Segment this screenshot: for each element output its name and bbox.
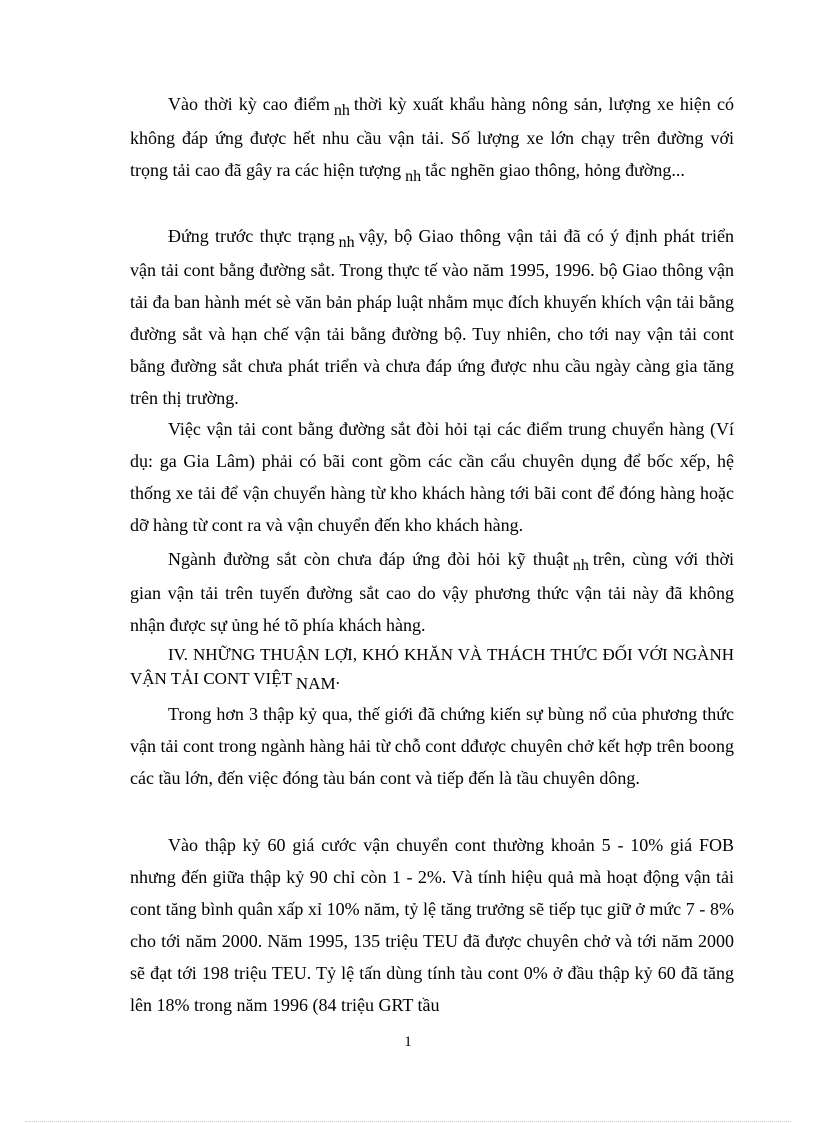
paragraph-1-nh: nh (333, 102, 350, 119)
paragraph-4-nh: nh (572, 557, 589, 574)
paragraph-2-text-a: Đứng trước thực trạng (168, 226, 335, 246)
paragraph-2 (130, 220, 734, 414)
paragraph-1-text-c: tắc nghẽn giao thông, hỏng đường... (425, 160, 685, 180)
paragraph-6-text: Vào thập kỷ 60 giá cước vận chuyển cont thường khoản 5 - 10% giá FOB nhưng đến giữa thập kỷ 90 chỉ còn 1 - 2%. Và tính hiệu quả mà hoạt động vận tải cont tăng bình quân xấp xỉ 10% năm, tỷ lệ tăng trưởng sẽ tiếp tục giữ ở mức 7 - 8% cho tới năm 2000. Năm 1995, 135 triệu TEU đã được chuyên chở và tới năm 2000 sẽ đạt tới 198 triệu TEU. Tỷ lệ tấn dùng tính tàu cont 0% ở đầu thập kỷ 60 đã tăng lên 18% trong năm 1996 (84 triệu GRT tầu (130, 835, 734, 1015)
paragraph-1-text-b: thời kỳ xuất khẩu hàng nông sản, lượng xe hiện có không đáp ứng được hết nhu cầu vận tải. Số lượng xe lớn chạy trên đường với trọng tải cao đã gây ra các hiện tượng (130, 94, 735, 180)
paragraph-2-nh: nh (338, 234, 355, 251)
paragraph-5-text: Trong hơn 3 thập kỷ qua, thế giới đã chứng kiến sự bùng nổ của phương thức vận tải cont trong ngành hàng hải từ chỗ cont dđược chuyên chở kết hợp trên boong các tầu lớn, đến việc đóng tàu bán cont và tiếp đến là tầu chuyên dông. (130, 704, 734, 788)
paragraph-3 (130, 413, 734, 541)
paragraph-2-text-b: vậy, bộ Giao thông vận tải đã có ý định phát triển vận tải cont bằng đường sắt. Trong thực tế vào năm 1995, 1996. bộ Giao thông vận tải đa ban hành mét sè văn bản pháp luật nhằm mục đích khuyến khích vận tải bằng đường sắt và hạn chế vận tải bằng đường bộ. Tuy nhiên, cho tới nay vận tải cont bằng đường sắt chưa phát triển và chưa đáp ứng được nhu cầu ngày càng gia tăng trên thị trường. (130, 226, 734, 408)
section-heading-text: IV. NHỮNG THUẬN LỢI, KHÓ KHĂN VÀ THÁCH THỨC ĐỐI VỚI NGÀNH VẬN TẢI CONT VIỆT (130, 645, 734, 688)
paragraph-4-text-a: Ngành đường sắt còn chưa đáp ứng đòi hỏi kỹ thuật (168, 549, 569, 569)
paragraph-1-text-a: Vào thời kỳ cao điểm (168, 94, 330, 114)
page-bottom-divider (25, 1121, 791, 1122)
paragraph-4 (130, 543, 734, 641)
paragraph-3-text: Việc vận tải cont bằng đường sắt đòi hỏi tại các điểm trung chuyển hàng (Ví dụ: ga Gia Lâm) phải có bãi cont gồm các cần cẩu chuyên dụng để bốc xếp, hệ thống xe tải để vận chuyển hàng từ kho khách hàng tới bãi cont để đóng hàng hoặc dỡ hàng từ cont ra và vận chuyển đến kho khách hàng. (130, 419, 734, 535)
page-number: 1 (404, 1034, 412, 1050)
paragraph-5 (130, 698, 734, 794)
section-heading-period: . (335, 669, 340, 688)
paragraph-1-nh-2: nh (405, 168, 422, 185)
paragraph-1 (130, 88, 734, 188)
paragraph-4-text-b: trên, cùng với thời gian vận tải trên tuyến đường sắt cao do vậy phương thức vận tải này đã không nhận được sự ủng hé tõ phía khách hàng. (130, 549, 734, 635)
section-heading-nam: NAM (295, 674, 336, 693)
section-heading (130, 643, 734, 691)
paragraph-6 (130, 829, 734, 1021)
